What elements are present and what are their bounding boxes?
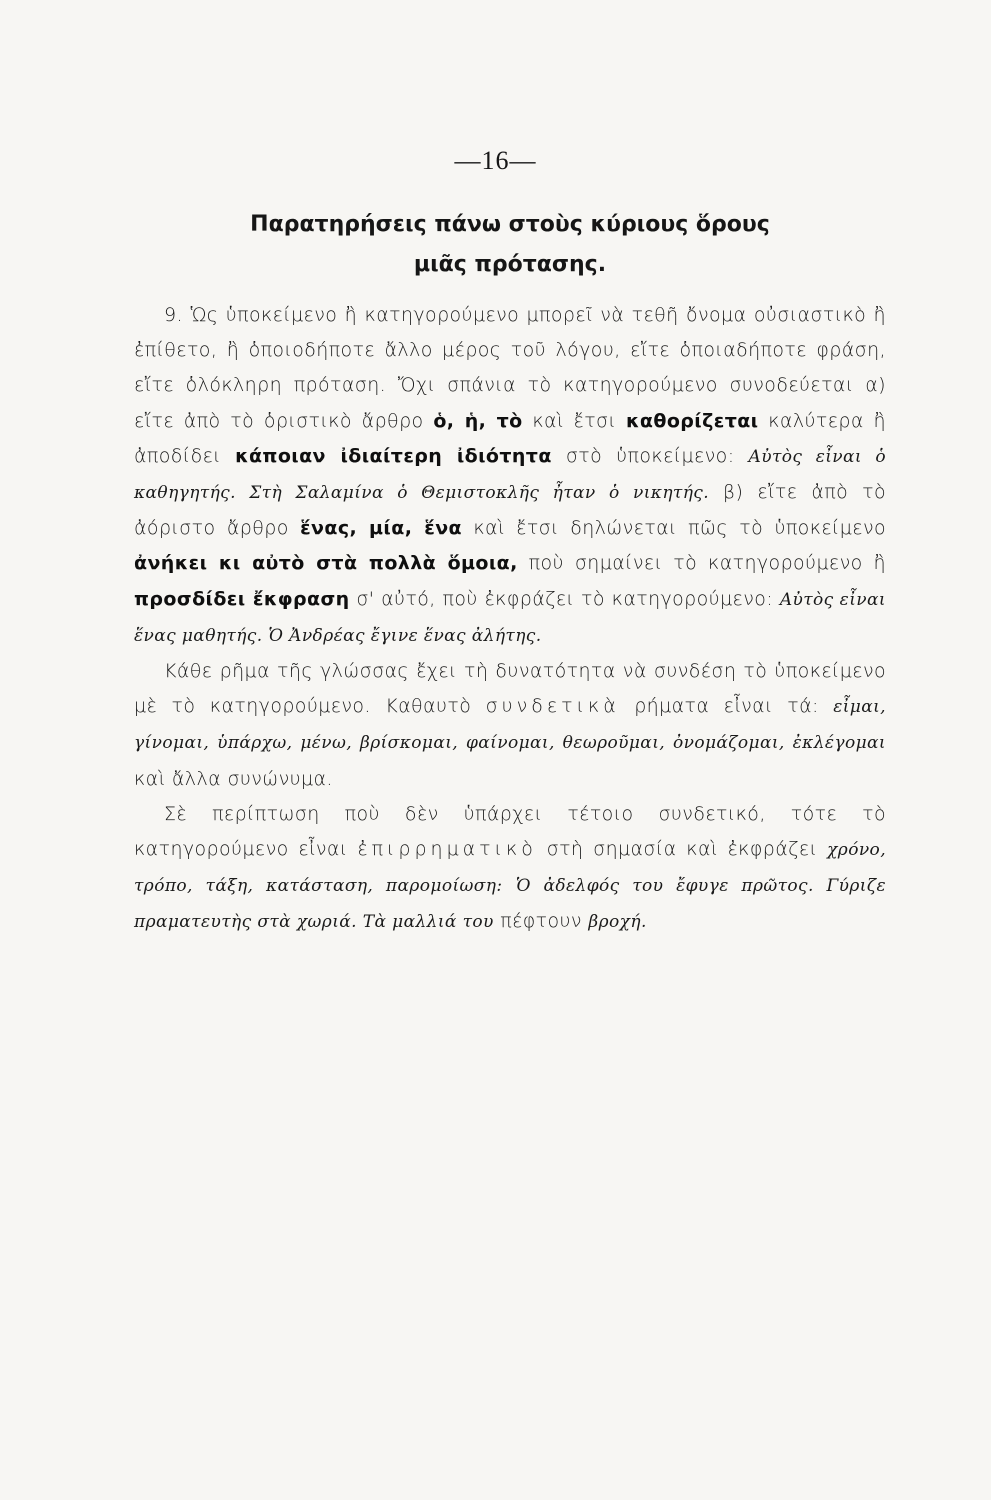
- para1-text: καὶ ἔτσι δηλώνεται πῶς τὸ ὑποκείμενο: [473, 517, 887, 540]
- para1-text: Ὄχι σπάνια τὸ κατηγορούμενο συνοδεύεται α) εἴτε ἀπὸ τὸ ὁριστικὸ ἄρθρο: [134, 374, 886, 432]
- para1-text: β) εἴτε ἀπὸ τὸ ἀόριστο ἄρθρο: [134, 481, 886, 540]
- para1-text: ποὺ σημαίνει τὸ κατηγορούμενο ἢ: [528, 552, 886, 575]
- para3-text: Σὲ περίπτωση ποὺ δὲν ὑπάρχει τέτοιο συνδετικό, τότε τὸ κατηγορούμενο εἶναι: [134, 802, 886, 861]
- paragraph-2: [134, 654, 886, 797]
- para1-bold-phrase: ὁ, ἡ, τὸ: [433, 409, 523, 432]
- para3-text: στὴ σημασία καὶ ἐκφράζει: [546, 838, 818, 861]
- para2-text: καὶ ἄλλα συνώνυμα.: [134, 767, 333, 790]
- section-heading: [150, 205, 870, 285]
- para1-text: καλύτερα ἢ ἀποδίδει: [134, 409, 886, 467]
- para1-text: καὶ ἔτσι: [532, 409, 617, 432]
- para2-verb-list: εἶμαι, γίνομαι, ὑπάρχω, μένω, βρίσκομαι, φαίνομαι, θεωροῦμαι, ὀνομάζομαι, ἐκλέγομαι: [134, 697, 886, 754]
- heading-line-1: Παρατηρήσεις πάνω στοὺς κύριους ὅρους: [250, 212, 770, 237]
- para1-bold-phrase: καθορίζεται: [626, 409, 759, 432]
- para1-bold-phrase: προσδίδει ἔκφραση: [134, 587, 350, 610]
- para3-text: πέφτουν: [500, 910, 582, 933]
- page-number: —16—: [454, 146, 537, 175]
- para1-text: 9. Ὡς ὑποκείμενο ἢ κατηγορούμενο μπορεῖ νὰ τεθῆ ὄνομα οὐσιαστικὸ ἢ ἐπίθετο, ἢ ὁποιοδήποτε ἄλλο μέρος τοῦ λόγου, εἴτε ὁποιαδήποτε φράση, εἴτε ὁλόκληρη πρόταση.: [134, 304, 886, 397]
- para3-example: βροχή.: [588, 912, 647, 933]
- body-text: [134, 298, 886, 941]
- para2-text: Κάθε ρῆμα τῆς γλώσσας ἔχει τὴ δυνατότητα νὰ συνδέση τὸ ὑποκείμενο μὲ τὸ κατηγορούμενο. Καθαυτὸ: [134, 660, 886, 718]
- paragraph-3: [134, 797, 886, 941]
- para2-text: ρήματα εἶναι τά:: [634, 695, 819, 718]
- para1-example: Αὐτὸς εἶναι ὁ καθηγητής. Στὴ Σαλαμίνα ὁ Θεμιστοκλῆς ἦταν ὁ νικητής.: [134, 446, 886, 504]
- para1-text: σ' αὐτό, ποὺ ἐκφράζει τὸ κατηγορούμενο:: [356, 587, 774, 610]
- para3-example: Ὁ ἀδελφός του ἔφυγε πρῶτος. Γύριζε πραματευτὴς στὰ χωριά. Τὰ μαλλιά του: [134, 876, 886, 933]
- para1-text: στὸ ὑποκείμενο:: [565, 444, 735, 467]
- para3-spaced-word: ἐπιρρηματικὸ: [357, 838, 537, 861]
- para1-bold-phrase: κάποιαν ἰδιαίτερη ἰδιότητα: [235, 444, 552, 467]
- para1-example: Αὐτὸς εἶναι ἕνας μαθητής. Ὁ Ἀνδρέας ἔγινε ἕνας ἀλήτης.: [134, 589, 886, 646]
- para1-bold-phrase: ἀνήκει κι αὐτὸ στὰ πολλὰ ὅμοια,: [134, 552, 518, 575]
- heading-line-2: μιᾶς πρότασης.: [413, 252, 607, 277]
- para1-bold-phrase: ἕνας, μία, ἕνα: [300, 517, 463, 540]
- para2-spaced-word: συνδετικὰ: [485, 695, 620, 718]
- para3-example: χρόνο, τρόπο, τάξη, κατάσταση, παρομοίωση:: [134, 840, 886, 897]
- paragraph-1: [134, 298, 886, 654]
